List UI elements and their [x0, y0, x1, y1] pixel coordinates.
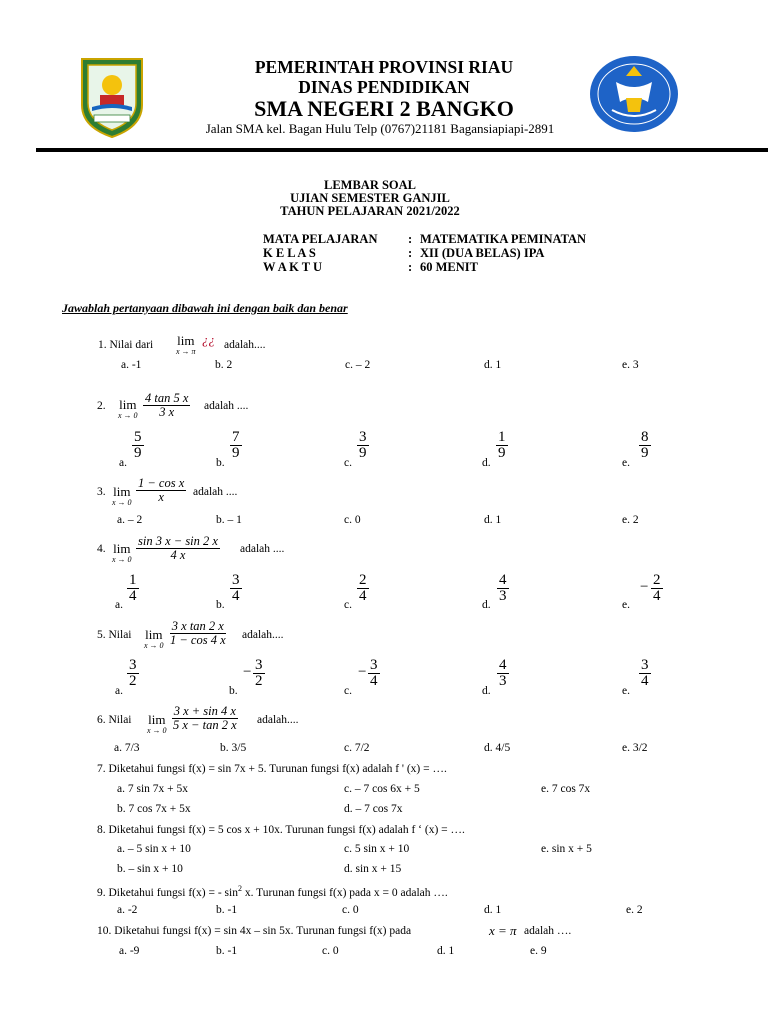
q6-option-a: a. 7/3 — [114, 742, 140, 754]
q4-suffix: adalah .... — [240, 543, 285, 555]
q3-option-b: b. – 1 — [216, 514, 242, 526]
header-divider — [36, 148, 768, 152]
q5-numerator: 3 x tan 2 x — [171, 619, 224, 633]
q4-option-b — [230, 573, 242, 604]
q8-option-e: e. sin x + 5 — [541, 843, 592, 855]
header-school-name: SMA NEGERI 2 BANGKO — [254, 96, 514, 121]
q5-e-den: 4 — [641, 673, 649, 689]
q2-option-c-label: c. — [344, 457, 352, 469]
q2-option-d — [496, 430, 508, 461]
q2-suffix: adalah .... — [204, 400, 249, 412]
q7-text: 7. Diketahui fungsi f(x) = sin 7x + 5. Turunan fungsi f(x) adalah f ' (x) = …. — [97, 763, 447, 775]
q2-e-num: 8 — [641, 429, 649, 445]
q5-option-a — [127, 658, 139, 689]
q3-denominator: x — [158, 489, 164, 504]
q2-option-b-label: b. — [216, 457, 225, 469]
q5-a-num: 3 — [129, 657, 137, 673]
q2-a-num: 5 — [134, 429, 142, 445]
q1-option-a: a. -1 — [121, 359, 142, 371]
q3-option-a: a. – 2 — [117, 514, 143, 526]
q10-text-end: adalah …. — [524, 925, 572, 937]
q6-option-b: b. 3/5 — [220, 742, 247, 754]
q5-c-num: 3 — [370, 657, 378, 673]
q10-option-d: d. 1 — [437, 945, 455, 957]
q5-d-den: 3 — [499, 673, 507, 689]
q5-option-b-minus: − — [243, 664, 252, 680]
q4-option-d — [497, 573, 509, 604]
q4-option-d-label: d. — [482, 599, 491, 611]
q2-d-num: 1 — [498, 429, 506, 445]
title-year: TAHUN PELAJARAN 2021/2022 — [280, 204, 460, 218]
q4-a-den: 4 — [129, 588, 137, 604]
q4-denominator: 4 x — [170, 547, 186, 562]
q5-option-c-minus: − — [358, 664, 367, 680]
q2-option-b — [230, 430, 242, 461]
q5-option-e-label: e. — [622, 685, 630, 697]
q4-fraction — [136, 535, 220, 561]
q4-option-e-minus: − — [640, 579, 649, 595]
info-label-time: W A K T U — [263, 260, 323, 274]
q5-option-e — [639, 658, 651, 689]
q8-option-a: a. – 5 sin x + 10 — [117, 843, 191, 855]
q1-option-e: e. 3 — [622, 359, 639, 371]
info-label-class: K E L A S — [263, 246, 316, 260]
header-department: DINAS PENDIDIKAN — [298, 77, 470, 97]
q5-denominator: 1 − cos 4 x — [170, 632, 226, 647]
q9-superscript: 2 — [237, 884, 242, 893]
q5-option-a-label: a. — [115, 685, 123, 697]
q3-option-e: e. 2 — [622, 514, 639, 526]
q1-suffix: adalah.... — [224, 339, 266, 351]
q4-lim-sub: x → 0 — [112, 555, 132, 564]
q2-fraction — [143, 392, 190, 418]
q3-option-c: c. 0 — [344, 514, 361, 526]
q1-expression: ¿¿ — [202, 332, 215, 347]
q2-b-num: 7 — [232, 429, 240, 445]
q4-prefix: 4. — [97, 543, 106, 555]
q5-fraction — [168, 620, 228, 646]
q2-lim-word: lim — [119, 397, 137, 412]
q8-option-c: c. 5 sin x + 10 — [344, 843, 410, 855]
q2-numerator: 4 tan 5 x — [145, 391, 189, 405]
q9-option-b: b. -1 — [216, 904, 238, 916]
q5-option-c — [368, 658, 380, 689]
q10-text-start: 10. Diketahui fungsi f(x) = sin 4x – sin 5x. Turunan fungsi f(x) pada — [97, 925, 412, 937]
q4-option-a-label: a. — [115, 599, 123, 611]
q6-option-c: c. 7/2 — [344, 742, 370, 754]
q4-option-e-label: e. — [622, 599, 630, 611]
q5-option-d-label: d. — [482, 685, 491, 697]
q9-option-e: e. 2 — [626, 904, 643, 916]
q2-lim-sub: x → 0 — [118, 411, 138, 420]
instruction: Jawablah pertanyaan dibawah ini dengan baik dan benar — [62, 301, 348, 315]
q10-option-a: a. -9 — [119, 945, 140, 957]
q4-a-num: 1 — [129, 572, 137, 588]
q2-option-a-label: a. — [119, 457, 127, 469]
info-label-subject: MATA PELAJARAN — [263, 232, 378, 246]
q1-option-c: c. – 2 — [345, 359, 371, 371]
q7-option-c: c. – 7 cos 6x + 5 — [344, 783, 420, 795]
q2-option-a — [132, 430, 144, 461]
q4-limit — [112, 542, 132, 564]
q4-numerator: sin 3 x − sin 2 x — [138, 534, 218, 548]
q5-b-den: 2 — [255, 673, 263, 689]
q5-d-num: 4 — [499, 657, 507, 673]
q8-text: 8. Diketahui fungsi f(x) = 5 cos x + 10x. Turunan fungsi f(x) adalah f ‘ (x) = …. — [97, 824, 465, 836]
q10-option-b: b. -1 — [216, 945, 238, 957]
q4-b-num: 3 — [232, 572, 240, 588]
q5-b-num: 3 — [255, 657, 263, 673]
q5-e-num: 3 — [641, 657, 649, 673]
q3-prefix: 3. — [97, 486, 106, 498]
q9-option-a: a. -2 — [117, 904, 138, 916]
q6-lim-word: lim — [148, 712, 166, 727]
q2-limit — [118, 398, 138, 420]
info-sep-subject: : — [408, 232, 413, 246]
q3-lim-sub: x → 0 — [112, 498, 132, 507]
q8-option-d: d. sin x + 15 — [344, 863, 402, 875]
q5-c-den: 4 — [370, 673, 378, 689]
q5-option-d — [497, 658, 509, 689]
q9-text-end: x. Turunan fungsi f(x) pada x = 0 adalah …. — [241, 886, 448, 899]
q4-option-a — [127, 573, 139, 604]
q3-option-d: d. 1 — [484, 514, 502, 526]
q10-expression: x = π — [489, 923, 517, 938]
tut-wuri-handayani-logo — [586, 52, 682, 136]
info-sep-class: : — [408, 246, 413, 260]
info-value-time: 60 MENIT — [420, 260, 478, 274]
q4-option-b-label: b. — [216, 599, 225, 611]
q8-option-b: b. – sin x + 10 — [117, 863, 183, 875]
q4-d-den: 3 — [499, 588, 507, 604]
q1-lim-sub: x → π — [176, 347, 196, 356]
q7-option-a: a. 7 sin 7x + 5x — [117, 783, 189, 795]
q9-option-c: c. 0 — [342, 904, 359, 916]
q5-prefix: 5. Nilai — [97, 629, 132, 641]
q6-option-e: e. 3/2 — [622, 742, 648, 754]
q4-b-den: 4 — [232, 588, 240, 604]
q2-option-e-label: e. — [622, 457, 630, 469]
q4-d-num: 4 — [499, 572, 507, 588]
q6-numerator: 3 x + sin 4 x — [173, 704, 236, 718]
q6-fraction — [171, 705, 239, 731]
header-government: PEMERINTAH PROVINSI RIAU — [254, 57, 514, 77]
q4-option-c — [357, 573, 369, 604]
q9-option-d: d. 1 — [484, 904, 502, 916]
q4-option-c-label: c. — [344, 599, 352, 611]
q9-text — [97, 884, 448, 899]
info-value-class: XII (DUA BELAS) IPA — [420, 246, 545, 260]
q5-limit — [144, 628, 164, 650]
q2-option-c — [357, 430, 369, 461]
q3-limit — [112, 485, 132, 507]
q3-fraction — [136, 477, 186, 503]
q1-prefix: 1. Nilai dari — [98, 339, 154, 351]
q3-lim-word: lim — [113, 484, 131, 499]
q2-c-den: 9 — [359, 445, 367, 461]
q6-suffix: adalah.... — [257, 714, 299, 726]
q6-prefix: 6. Nilai — [97, 714, 132, 726]
q2-e-den: 9 — [641, 445, 649, 461]
info-value-subject: MATEMATIKA PEMINATAN — [420, 232, 587, 246]
q4-c-num: 2 — [359, 572, 367, 588]
q5-a-den: 2 — [129, 673, 137, 689]
q2-d-den: 9 — [498, 445, 506, 461]
q5-option-b — [253, 658, 265, 689]
q4-option-e — [651, 573, 663, 604]
q2-prefix: 2. — [97, 400, 106, 412]
q9-text-start: 9. Diketahui fungsi f(x) = - sin — [97, 886, 238, 899]
q1-option-d: d. 1 — [484, 359, 502, 371]
q2-c-num: 3 — [359, 429, 367, 445]
q2-option-d-label: d. — [482, 457, 491, 469]
q4-e-num: 2 — [653, 572, 661, 588]
q2-b-den: 9 — [232, 445, 240, 461]
q3-numerator: 1 − cos x — [138, 476, 185, 490]
q6-limit — [147, 713, 167, 735]
q5-option-c-label: c. — [344, 685, 352, 697]
q6-lim-sub: x → 0 — [147, 726, 167, 735]
q6-option-d: d. 4/5 — [484, 742, 511, 754]
q5-suffix: adalah.... — [242, 629, 284, 641]
q7-option-e: e. 7 cos 7x — [541, 783, 591, 795]
q1-limit — [176, 334, 196, 356]
q2-option-e — [639, 430, 651, 461]
q4-lim-word: lim — [113, 541, 131, 556]
q1-option-b: b. 2 — [215, 359, 233, 371]
q7-option-d: d. – 7 cos 7x — [344, 803, 403, 815]
q1-lim-word: lim — [177, 333, 195, 348]
info-sep-time: : — [408, 260, 413, 274]
q2-denominator: 3 x — [159, 404, 175, 419]
q2-a-den: 9 — [134, 445, 142, 461]
title-sheet: LEMBAR SOAL — [323, 178, 417, 192]
q5-lim-sub: x → 0 — [144, 641, 164, 650]
q5-option-b-label: b. — [229, 685, 238, 697]
q4-c-den: 4 — [359, 588, 367, 604]
q6-denominator: 5 x − tan 2 x — [173, 717, 237, 732]
title-exam: UJIAN SEMESTER GANJIL — [290, 191, 450, 205]
q7-option-b: b. 7 cos 7x + 5x — [117, 803, 191, 815]
header-address: Jalan SMA kel. Bagan Hulu Telp (0767)21181 Bagansiapiapi-2891 — [205, 121, 555, 136]
q10-option-e: e. 9 — [530, 945, 547, 957]
q4-e-den: 4 — [653, 588, 661, 604]
q3-suffix: adalah .... — [193, 486, 238, 498]
q5-lim-word: lim — [145, 627, 163, 642]
q10-option-c: c. 0 — [322, 945, 339, 957]
